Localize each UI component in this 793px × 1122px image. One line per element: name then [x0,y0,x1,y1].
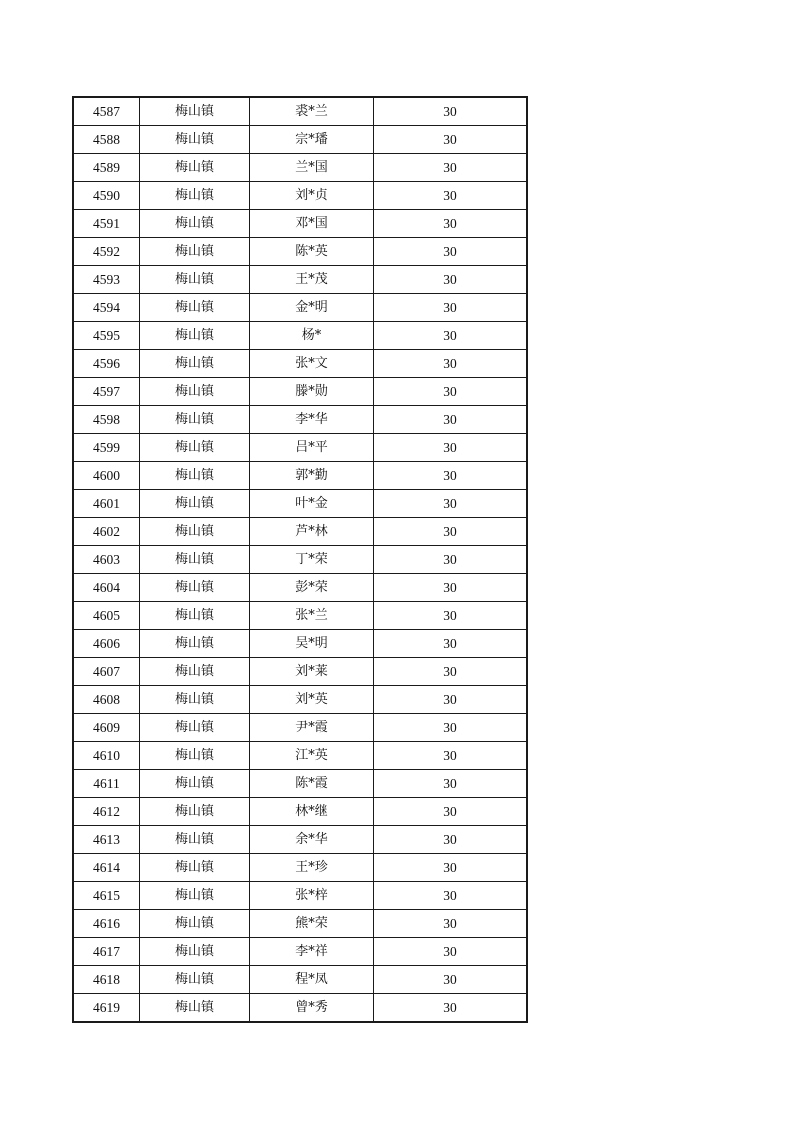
table-row [73,518,527,546]
table-row [73,462,527,490]
table-row [73,238,527,266]
row-number-cell: 4596 [73,350,140,378]
row-number-cell: 4606 [73,630,140,658]
row-number-cell: 4619 [73,994,140,1023]
town-cell: 梅山镇 [140,490,250,518]
table-row [73,434,527,462]
person-name-cell: 江*英 [250,742,374,770]
amount-cell: 30 [374,322,528,350]
table-row [73,686,527,714]
amount-cell: 30 [374,854,528,882]
table-row [73,714,527,742]
town-cell: 梅山镇 [140,238,250,266]
table-row [73,154,527,182]
town-cell: 梅山镇 [140,882,250,910]
person-name-cell: 李*祥 [250,938,374,966]
person-name-cell: 张*梓 [250,882,374,910]
town-cell: 梅山镇 [140,574,250,602]
person-name-cell: 刘*英 [250,686,374,714]
row-number-cell: 4613 [73,826,140,854]
amount-cell: 30 [374,658,528,686]
person-name-cell: 吴*明 [250,630,374,658]
amount-cell: 30 [374,994,528,1023]
person-name-cell: 吕*平 [250,434,374,462]
town-cell: 梅山镇 [140,938,250,966]
town-cell: 梅山镇 [140,714,250,742]
person-name-cell: 陈*霞 [250,770,374,798]
row-number-cell: 4590 [73,182,140,210]
town-cell: 梅山镇 [140,630,250,658]
data-table [72,96,528,1023]
table-row [73,406,527,434]
amount-cell: 30 [374,686,528,714]
row-number-cell: 4616 [73,910,140,938]
town-cell: 梅山镇 [140,97,250,126]
person-name-cell: 林*继 [250,798,374,826]
amount-cell: 30 [374,210,528,238]
table-row [73,490,527,518]
table-row [73,658,527,686]
amount-cell: 30 [374,378,528,406]
row-number-cell: 4608 [73,686,140,714]
row-number-cell: 4611 [73,770,140,798]
table-row [73,322,527,350]
town-cell: 梅山镇 [140,658,250,686]
amount-cell: 30 [374,490,528,518]
amount-cell: 30 [374,182,528,210]
person-name-cell: 程*凤 [250,966,374,994]
town-cell: 梅山镇 [140,854,250,882]
row-number-cell: 4598 [73,406,140,434]
amount-cell: 30 [374,434,528,462]
table-row [73,910,527,938]
amount-cell: 30 [374,882,528,910]
table-body [73,97,527,1022]
town-cell: 梅山镇 [140,994,250,1023]
person-name-cell: 彭*荣 [250,574,374,602]
person-name-cell: 丁*荣 [250,546,374,574]
amount-cell: 30 [374,714,528,742]
town-cell: 梅山镇 [140,770,250,798]
row-number-cell: 4617 [73,938,140,966]
person-name-cell: 裘*兰 [250,97,374,126]
row-number-cell: 4587 [73,97,140,126]
table-row [73,97,527,126]
town-cell: 梅山镇 [140,434,250,462]
row-number-cell: 4615 [73,882,140,910]
town-cell: 梅山镇 [140,518,250,546]
row-number-cell: 4609 [73,714,140,742]
amount-cell: 30 [374,966,528,994]
table-row [73,546,527,574]
town-cell: 梅山镇 [140,546,250,574]
row-number-cell: 4592 [73,238,140,266]
town-cell: 梅山镇 [140,798,250,826]
person-name-cell: 芦*林 [250,518,374,546]
town-cell: 梅山镇 [140,182,250,210]
table-row [73,350,527,378]
table-row [73,602,527,630]
table-row [73,770,527,798]
town-cell: 梅山镇 [140,742,250,770]
amount-cell: 30 [374,770,528,798]
table-row [73,938,527,966]
town-cell: 梅山镇 [140,350,250,378]
amount-cell: 30 [374,154,528,182]
table-row [73,994,527,1023]
amount-cell: 30 [374,938,528,966]
town-cell: 梅山镇 [140,378,250,406]
person-name-cell: 叶*金 [250,490,374,518]
person-name-cell: 余*华 [250,826,374,854]
row-number-cell: 4595 [73,322,140,350]
table-row [73,854,527,882]
amount-cell: 30 [374,602,528,630]
amount-cell: 30 [374,630,528,658]
person-name-cell: 曾*秀 [250,994,374,1023]
person-name-cell: 尹*霞 [250,714,374,742]
town-cell: 梅山镇 [140,462,250,490]
table-row [73,294,527,322]
person-name-cell: 王*茂 [250,266,374,294]
person-name-cell: 张*兰 [250,602,374,630]
amount-cell: 30 [374,742,528,770]
row-number-cell: 4602 [73,518,140,546]
table-row [73,966,527,994]
row-number-cell: 4594 [73,294,140,322]
person-name-cell: 张*文 [250,350,374,378]
row-number-cell: 4612 [73,798,140,826]
row-number-cell: 4603 [73,546,140,574]
amount-cell: 30 [374,910,528,938]
person-name-cell: 王*珍 [250,854,374,882]
table-row [73,126,527,154]
table-row [73,882,527,910]
town-cell: 梅山镇 [140,154,250,182]
person-name-cell: 李*华 [250,406,374,434]
row-number-cell: 4607 [73,658,140,686]
amount-cell: 30 [374,126,528,154]
amount-cell: 30 [374,266,528,294]
table-row [73,210,527,238]
amount-cell: 30 [374,294,528,322]
person-name-cell: 金*明 [250,294,374,322]
amount-cell: 30 [374,238,528,266]
town-cell: 梅山镇 [140,294,250,322]
row-number-cell: 4589 [73,154,140,182]
person-name-cell: 邓*国 [250,210,374,238]
row-number-cell: 4605 [73,602,140,630]
amount-cell: 30 [374,798,528,826]
amount-cell: 30 [374,406,528,434]
amount-cell: 30 [374,574,528,602]
table-row [73,798,527,826]
person-name-cell: 滕*勋 [250,378,374,406]
table-row [73,826,527,854]
amount-cell: 30 [374,518,528,546]
person-name-cell: 宗*璠 [250,126,374,154]
table-row [73,574,527,602]
table-row [73,630,527,658]
person-name-cell: 陈*英 [250,238,374,266]
person-name-cell: 郭*勤 [250,462,374,490]
town-cell: 梅山镇 [140,686,250,714]
row-number-cell: 4591 [73,210,140,238]
row-number-cell: 4601 [73,490,140,518]
amount-cell: 30 [374,97,528,126]
town-cell: 梅山镇 [140,126,250,154]
person-name-cell: 杨* [250,322,374,350]
town-cell: 梅山镇 [140,602,250,630]
row-number-cell: 4614 [73,854,140,882]
row-number-cell: 4597 [73,378,140,406]
town-cell: 梅山镇 [140,210,250,238]
town-cell: 梅山镇 [140,966,250,994]
person-name-cell: 刘*贞 [250,182,374,210]
person-name-cell: 熊*荣 [250,910,374,938]
row-number-cell: 4610 [73,742,140,770]
town-cell: 梅山镇 [140,322,250,350]
amount-cell: 30 [374,826,528,854]
amount-cell: 30 [374,350,528,378]
town-cell: 梅山镇 [140,910,250,938]
person-name-cell: 刘*莱 [250,658,374,686]
table-row [73,742,527,770]
row-number-cell: 4588 [73,126,140,154]
table-row [73,266,527,294]
person-name-cell: 兰*国 [250,154,374,182]
table-row [73,378,527,406]
row-number-cell: 4600 [73,462,140,490]
row-number-cell: 4593 [73,266,140,294]
town-cell: 梅山镇 [140,406,250,434]
row-number-cell: 4618 [73,966,140,994]
row-number-cell: 4604 [73,574,140,602]
amount-cell: 30 [374,546,528,574]
town-cell: 梅山镇 [140,266,250,294]
amount-cell: 30 [374,462,528,490]
table-row [73,182,527,210]
row-number-cell: 4599 [73,434,140,462]
town-cell: 梅山镇 [140,826,250,854]
